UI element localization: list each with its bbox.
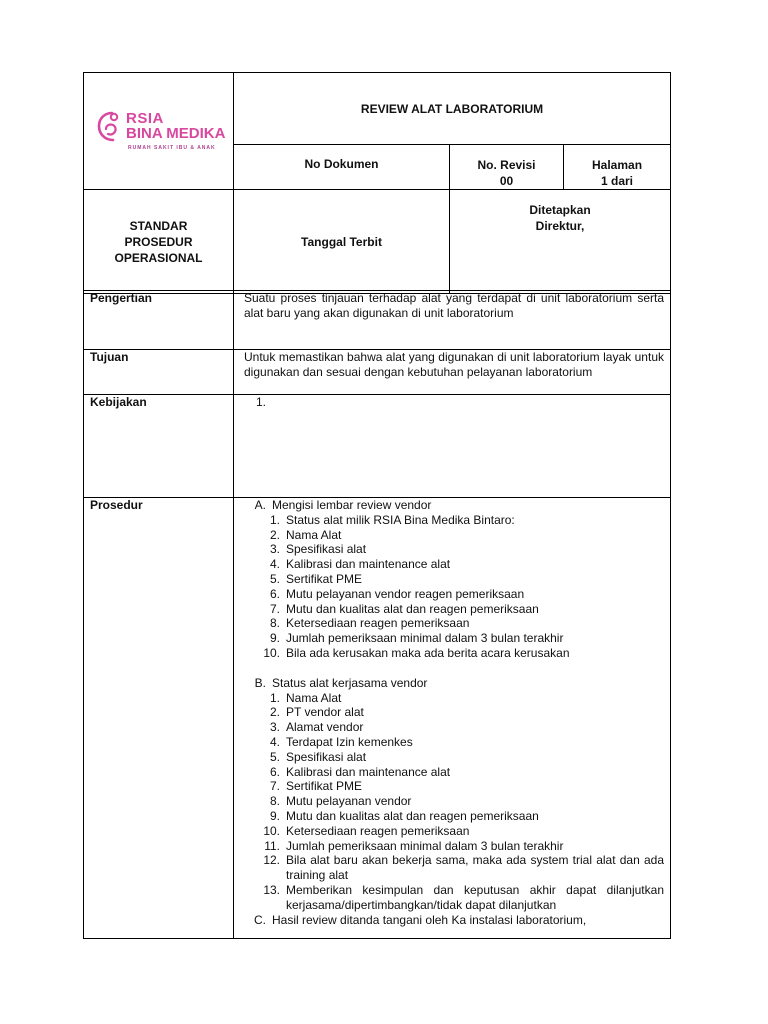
list-item: 9. Mutu dan kualitas alat dan reagen pemeriksaan (269, 808, 539, 823)
list-item: 5. Spesifikasi alat (269, 749, 367, 764)
list-item: 7. Mutu dan kualitas alat dan reagen pemeriksaan (269, 601, 539, 616)
list-item: 9. Jumlah pemeriksaan minimal dalam 3 bulan terakhir (269, 631, 564, 646)
kebijakan-content (234, 395, 671, 498)
no-dokumen-label: No Dokumen (234, 145, 450, 190)
list-item: 4. Terdapat Izin kemenkes (269, 734, 413, 749)
sop-content-table (83, 290, 671, 939)
list-item: 13. Memberikan kesimpulan dan keputusan akhir dapat dilanjutkan kerjasama/dipertimbangkan/tidak dapat dilanjutkan (263, 882, 664, 912)
list-item: 12. Bila alat baru akan bekerja sama, maka ada system trial alat dan ada training alat (263, 853, 664, 883)
list-item: 11. Jumlah pemeriksaan minimal dalam 3 bulan terakhir (264, 838, 564, 853)
tanggal-terbit-label: Tanggal Terbit (234, 190, 450, 294)
direktur-label: Direktur, (535, 219, 585, 233)
sop-line-1: STANDAR (129, 218, 188, 233)
list-item: 6. Mutu pelayanan vendor reagen pemeriksaan (269, 586, 525, 601)
row-prosedur (84, 498, 671, 939)
list-item: 8. Mutu pelayanan vendor (269, 794, 412, 809)
mother-child-icon (96, 109, 126, 145)
list-item: 2. PT vendor alat (269, 705, 364, 720)
no-revisi-label: No. Revisi (477, 158, 536, 172)
document-sheet (83, 72, 670, 935)
pengertian-label: Pengertian (84, 291, 234, 350)
section-c-item: C. Hasil review ditanda tangani oleh Ka instalasi laboratorium, (254, 912, 587, 927)
list-item: 7. Sertifikat PME (269, 779, 363, 794)
list-item: 6. Kalibrasi dan maintenance alat (269, 764, 451, 779)
kebijakan-list (244, 395, 664, 410)
sop-line-2: PROSEDUR (124, 234, 193, 249)
ditetapkan-cell (450, 190, 671, 294)
list-item: 1. Status alat milik RSIA Bina Medika Bintaro: (269, 512, 515, 527)
list-item: 8. Ketersediaan reagen pemeriksaan (269, 616, 470, 631)
sop-line-3: OPERASIONAL (114, 250, 203, 265)
halaman-label: Halaman (592, 158, 643, 172)
row-tujuan (84, 350, 671, 395)
tujuan-label: Tujuan (84, 350, 234, 395)
no-revisi-value: 00 (499, 174, 514, 188)
tujuan-text: Untuk memastikan bahwa alat yang digunakan di unit laboratorium layak untuk digunakan dan sesuai dengan kebutuhan pelayanan laboratorium (234, 350, 671, 395)
logo-text-bina-medika: BINA MEDIKA (126, 125, 226, 142)
list-item: 5. Sertifikat PME (269, 571, 363, 586)
list-item: 1. (255, 395, 266, 409)
section-a-heading: A. Mengisi lembar review vendor (254, 498, 432, 512)
sop-label-cell (84, 190, 234, 294)
pengertian-text: Suatu proses tinjauan terhadap alat yang terdapat di unit laboratorium serta alat baru yang akan digunakan di unit laboratorium (234, 291, 671, 350)
hospital-logo (96, 107, 232, 155)
list-item: 3. Alamat vendor (269, 720, 364, 735)
halaman-cell (564, 145, 671, 190)
section-a-list (260, 513, 664, 661)
prosedur-section-c (244, 913, 664, 928)
halaman-value: 1 dari (601, 174, 634, 188)
prosedur-label: Prosedur (84, 498, 234, 939)
section-b-list (260, 691, 664, 913)
prosedur-content (234, 498, 671, 939)
ditetapkan-label: Ditetapkan (529, 203, 591, 217)
logo-text-rsia: RSIA (126, 110, 164, 127)
kebijakan-label: Kebijakan (84, 395, 234, 498)
list-item: 2. Nama Alat (269, 527, 342, 542)
list-item: 10. Bila ada kerusakan maka ada berita acara kerusakan (263, 645, 570, 660)
row-kebijakan (84, 395, 671, 498)
prosedur-section-a (244, 498, 664, 513)
list-item: 1. Nama Alat (269, 690, 342, 705)
document-title: REVIEW ALAT LABORATORIUM (234, 73, 671, 145)
prosedur-section-b (244, 676, 664, 691)
logo-tagline: RUMAH SAKIT IBU & ANAK (128, 145, 216, 151)
list-item: 10. Ketersediaan reagen pemeriksaan (263, 823, 470, 838)
section-b-heading: B. Status alat kerjasama vendor (254, 675, 428, 690)
logo-cell (84, 73, 234, 190)
row-pengertian (84, 291, 671, 350)
list-item: 3. Spesifikasi alat (269, 542, 367, 557)
document-header (83, 72, 671, 294)
no-revisi-cell (450, 145, 564, 190)
list-item: 4. Kalibrasi dan maintenance alat (269, 557, 451, 572)
